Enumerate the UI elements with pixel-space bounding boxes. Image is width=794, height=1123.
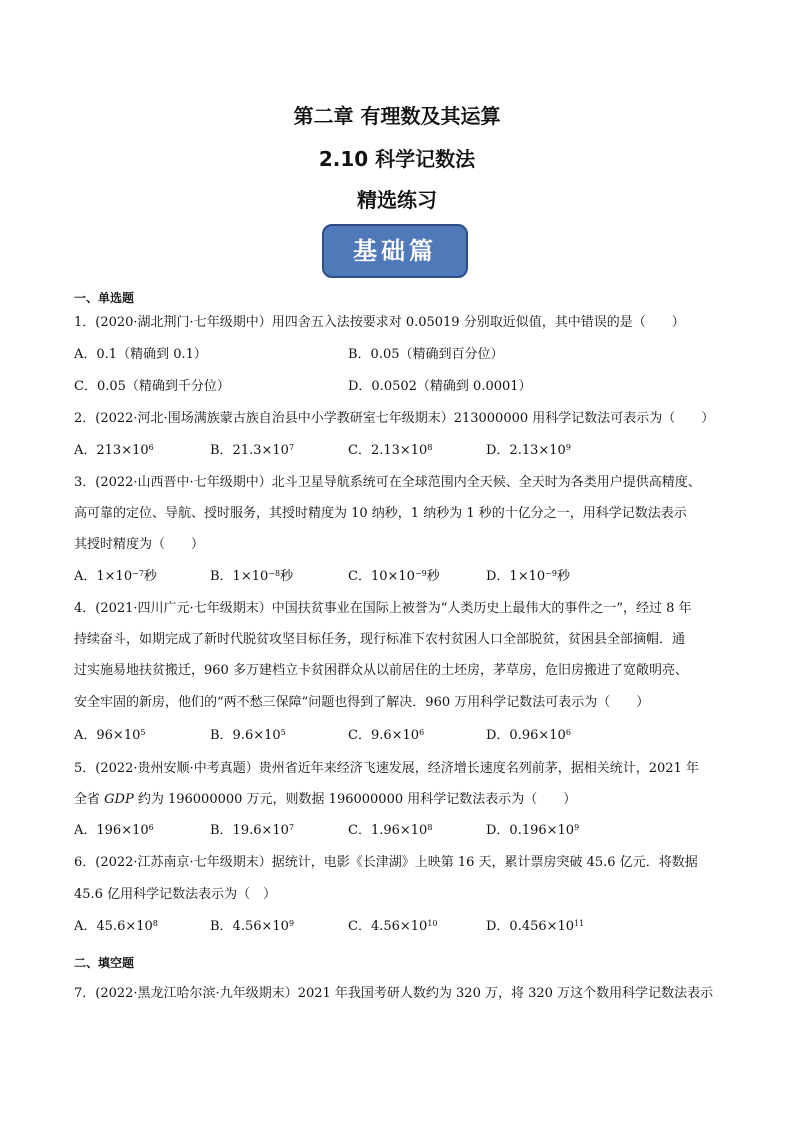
question-4-stem-line-2: 持续奋斗，如期完成了新时代脱贫攻坚目标任务，现行标准下农村贫困人口全部脱贫，贫困县全部摘帽．通 <box>74 632 686 647</box>
question-1-option-b: B．0.05（精确到百分位） <box>348 347 504 362</box>
question-4-option-d: D．$0.96\times 10^6$ <box>486 728 571 743</box>
question-4-option-b: B．$9.6\times 10^5$ <box>210 728 286 743</box>
question-5-stem-line-2: 全省 GDP 约为 196000000 万元，则数据 196000000 用科学记数法表示为（ ） <box>74 792 577 807</box>
question-5-option-b: B．$19.6\times 10^7$ <box>210 823 295 838</box>
question-4-stem-line-1: 4．(2021·四川广元·七年级期末）中国扶贫事业在国际上被誉为“人类历史上最伟大的事件之一”，经过 8 年 <box>74 601 692 616</box>
question-6-option-b: B．$4.56\times 10^9$ <box>210 919 295 934</box>
question-6-option-a: A．$45.6\times 10^8$ <box>74 919 158 934</box>
question-3-option-d: D．$1\times 10^{-9}$秒 <box>486 569 570 584</box>
question-3-option-c: C．$10\times 10^{-9}$秒 <box>348 569 440 584</box>
question-1-option-d: D．0.0502（精确到 0.0001） <box>348 379 532 394</box>
question-2-stem: 2．(2022·河北·围场满族蒙古族自治县中小学教研室七年级期末）213000000 用科学记数法可表示为（ ） <box>74 411 715 426</box>
question-3-stem-line-3: 其授时精度为（ ） <box>74 537 205 552</box>
question-4-stem-line-3: 过实施易地扶贫搬迁，960 多万建档立卡贫困群众从以前居住的土坯房，茅草房，危旧房搬进了宽敞明亮、 <box>74 663 688 678</box>
question-1-option-a: A．0.1（精确到 0.1） <box>74 347 207 362</box>
question-2-option-a: A．$213\times 10^6$ <box>74 443 154 458</box>
question-3-option-a: A．$1\times 10^{-7}$秒 <box>74 569 157 584</box>
question-3-stem-line-2: 高可靠的定位、导航、授时服务，其授时精度为 10 纳秒，1 纳秒为 1 秒的十亿分之一，用科学记数法表示 <box>74 506 687 521</box>
question-6-stem-line-1: 6．(2022·江苏南京·七年级期末）据统计，电影《长津湖》上映第 16 天，累计票房突破 45.6 亿元．将数据 <box>74 855 698 870</box>
question-5-option-a: A．$196\times 10^6$ <box>74 823 154 838</box>
section-heading-single-choice: 一、单选题 <box>74 291 135 305</box>
subtitle: 精选练习 <box>357 188 437 212</box>
question-2-option-c: C．$2.13\times 10^8$ <box>348 443 433 458</box>
question-2-option-d: D．$2.13\times 10^9$ <box>486 443 571 458</box>
question-3-stem-line-1: 3．(2022·山西晋中·七年级期中）北斗卫星导航系统可在全球范围内全天候、全天时为各类用户提供高精度、 <box>74 475 701 490</box>
question-6-option-d: D．$0.456\times 10^{11}$ <box>486 919 585 934</box>
chapter-title: 第二章 有理数及其运算 <box>293 104 501 128</box>
question-6-stem-line-2: 45.6 亿用科学记数法表示为（ ） <box>74 887 277 902</box>
question-4-stem-line-4: 安全牢固的新房，他们的“两不愁三保障”问题也得到了解决．960 万用科学记数法可表示为（ ） <box>74 695 650 710</box>
question-5-stem-line-1: 5．(2022·贵州安顺·中考真题）贵州省近年来经济飞速发展，经济增长速度名列前茅，据相关统计，2021 年 <box>74 761 699 776</box>
question-7-stem-line-1: 7．(2022·黑龙江哈尔滨·九年级期末）2021 年我国考研人数约为 320 万，将 320 万这个数用科学记数法表示 <box>74 986 714 1001</box>
question-4-option-c: C．$9.6\times 10^6$ <box>348 728 425 743</box>
question-2-option-b: B．$21.3\times 10^7$ <box>210 443 295 458</box>
level-badge: 基础篇 <box>322 224 468 278</box>
section-heading-fill-blank: 二、填空题 <box>74 956 135 970</box>
question-3-option-b: B．$1\times 10^{-8}$秒 <box>210 569 294 584</box>
question-5-option-c: C．$1.96\times 10^8$ <box>348 823 433 838</box>
question-1-stem: 1．(2020·湖北荆门·七年级期中）用四舍五入法按要求对 0.05019 分别取近似值，其中错误的是（ ） <box>74 315 685 330</box>
question-6-option-c: C．$4.56\times 10^{10}$ <box>348 919 438 934</box>
question-1-option-c: C．0.05（精确到千分位） <box>74 379 230 394</box>
question-4-option-a: A．$96\times 10^5$ <box>74 728 146 743</box>
section-title: 2.10 科学记数法 <box>318 147 476 171</box>
question-5-option-d: D．$0.196\times 10^9$ <box>486 823 580 838</box>
